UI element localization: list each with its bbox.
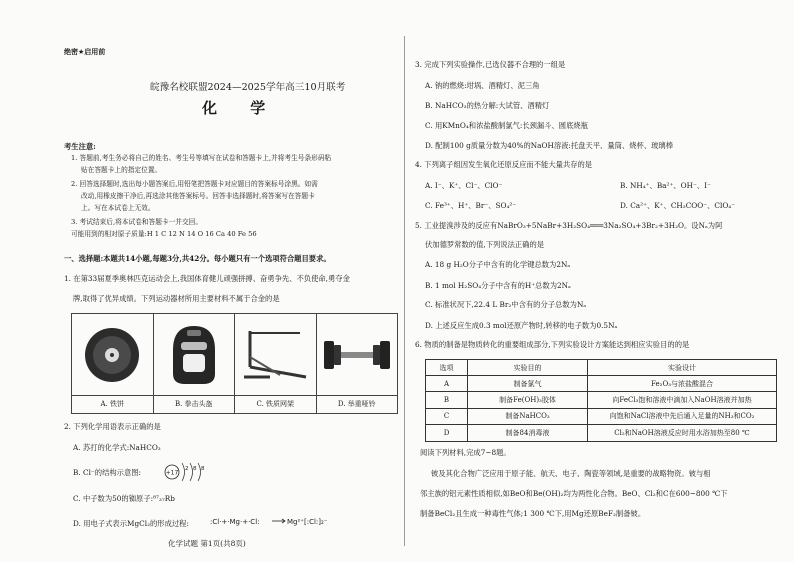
q1-stem: 1. 在第33届夏季奥林匹克运动会上,我国体育健儿顽强拼搏、奋勇争先、不负使命,勇夺金 — [64, 274, 350, 283]
notice-line: 上。写在本试卷上无效。 — [81, 204, 155, 212]
q3-option-a: A. 钠的燃烧:坩埚、酒精灯、泥三角 — [425, 81, 540, 90]
q6-stem: 6. 物质的制备是物质转化的重要组成部分,下列实验设计方案能达到相应实验目的的是 — [415, 340, 690, 349]
table-cell: D — [426, 425, 468, 441]
table-header: 实验设计 — [588, 360, 777, 376]
section-heading: 一、选择题:本题共14小题,每题3分,共42分。每小题只有一个选项符合题目要求。 — [64, 254, 331, 263]
q2-option-a: A. 苏打的化学式:NaHCO₃ — [73, 443, 161, 452]
table-cell: 制备氯气 — [468, 376, 588, 392]
svg-text:8: 8 — [201, 466, 205, 472]
q5-option-b: B. 1 mol H₂SO₄分子中含有的H⁺总数为2Nₐ — [425, 281, 571, 290]
table-header: 实验目的 — [468, 360, 588, 376]
q6-table — [425, 359, 777, 442]
q4-option-a: A. I⁻、K⁺、Cl⁻、ClO⁻ — [425, 181, 503, 190]
q4-option-d: D. Ca²⁺、K⁺、CH₃COO⁻、ClO₄⁻ — [620, 201, 736, 210]
exam-title: 皖豫名校联盟2024—2025学年高三10月联考 — [150, 82, 346, 93]
reading-line: 邻主族的铝元素性质相似,如BeO和Be(OH)₂均为两性化合物。BeO、Cl₂和C在600~800 ℃下 — [420, 489, 728, 498]
q3-stem: 3. 完成下列实验操作,已选仪器不合理的一组是 — [415, 60, 566, 69]
notice-line: 贴在答题卡上的指定位置。 — [81, 166, 162, 174]
dumbbell-image — [317, 320, 398, 390]
reading-line: 铍及其化合物广泛应用于原子能、航天、电子、陶瓷等领域,是重要的战略物资。铍与相 — [431, 469, 711, 478]
option-a-caption: A. 铁饼 — [72, 395, 153, 413]
svg-text::Cl·+·Mg·+·Cl:: :Cl·+·Mg·+·Cl: — [210, 518, 260, 526]
secret-label: 绝密★启用前 — [64, 48, 106, 56]
option-d-photo — [317, 314, 398, 413]
reading-line: 制备BeCl₂且生成一种毒性气体;1 300 ℃下,用Mg还原BeF₂制备铍。 — [420, 509, 646, 518]
net-frame-image — [235, 320, 316, 390]
q2-stem: 2. 下列化学用语表示正确的是 — [64, 422, 161, 431]
table-cell: 向饱和NaCl溶液中先后通入足量的NH₃和CO₂ — [588, 408, 777, 424]
q5-stem: 5. 工业提溴涉及的反应有NaBrO₃+5NaBr+3H₂SO₄═══3Na₂SO₄+3Br₂+3H₂O。设Nₐ为阿 — [415, 221, 723, 230]
q4-stem: 4. 下列离子组因发生氧化还原反应而不能大量共存的是 — [415, 160, 593, 169]
svg-text:+17: +17 — [165, 469, 179, 477]
svg-text:Mg²⁺[:Cl:]₂⁻: Mg²⁺[:Cl:]₂⁻ — [287, 518, 328, 526]
q5-option-d: D. 上述反应生成0.3 mol还原产物时,转移的电子数为0.5Nₐ — [425, 321, 618, 330]
option-b-caption: B. 拳击头盔 — [154, 395, 235, 413]
right-column — [405, 0, 794, 562]
table-cell: A — [426, 376, 468, 392]
table-row — [426, 425, 777, 441]
cl-ion-structure-diagram — [162, 459, 210, 485]
page-footer: 化学试题 第1页(共8页) — [168, 539, 246, 548]
table-cell: 制备84消毒液 — [468, 425, 588, 441]
table-row — [426, 392, 777, 408]
reading-intro: 阅读下列材料,完成7~8题。 — [420, 448, 511, 457]
table-row — [426, 408, 777, 424]
q5-stem: 伏加德罗常数的值,下列说法正确的是 — [425, 240, 545, 249]
svg-text:2: 2 — [185, 466, 189, 472]
q3-option-d: D. 配制100 g质量分数为40%的NaOH溶液:托盘天平、量筒、烧杯、玻璃棒 — [425, 141, 674, 150]
discus-image — [72, 320, 153, 390]
notice-line: 2. 回答选择题时,选出每小题答案后,用铅笔把答题卡对应题目的答案标号涂黑。如需 — [71, 180, 318, 188]
notice-line: 3. 考试结束后,将本试卷和答题卡一并交回。 — [71, 218, 203, 226]
table-cell: C — [426, 408, 468, 424]
q2-option-d: D. 用电子式表示MgCl₂的形成过程: — [73, 519, 189, 528]
atomic-mass-line: 可能用到的相对原子质量:H 1 C 12 N 14 O 16 Ca 40 Fe 56 — [71, 230, 257, 238]
option-c-caption: C. 铁质网架 — [235, 395, 316, 413]
q3-option-b: B. NaHCO₃的热分解:大试管、酒精灯 — [425, 101, 550, 110]
mgcl2-electron-formula — [210, 512, 328, 530]
table-cell: 制备NaHCO₃ — [468, 408, 588, 424]
q4-option-c: C. Fe³⁺、H⁺、Br⁻、SO₄²⁻ — [425, 201, 517, 210]
table-cell: B — [426, 392, 468, 408]
table-cell: Fe₂O₃与浓盐酸混合 — [588, 376, 777, 392]
table-row — [426, 376, 777, 392]
option-b-photo — [154, 314, 236, 413]
table-cell: 向FeCl₃饱和溶液中滴加入NaOH溶液并加热 — [588, 392, 777, 408]
table-cell: Cl₂和NaOH溶液反应时用水浴加热至80 ℃ — [588, 425, 777, 441]
table-cell: 制备Fe(OH)₃胶体 — [468, 392, 588, 408]
svg-text:8: 8 — [193, 466, 197, 472]
option-c-photo — [235, 314, 317, 413]
option-a-photo — [72, 314, 154, 413]
boxing-helmet-image — [154, 320, 235, 390]
option-d-caption: D. 举重哑铃 — [317, 395, 398, 413]
q5-option-c: C. 标准状况下,22.4 L Br₂中含有的分子总数为Nₐ — [425, 300, 587, 309]
q1-image-panel — [71, 313, 398, 414]
notice-line: 改动,用橡皮擦干净后,再选涂其他答案标号。回答非选择题时,将答案写在答题卡 — [81, 192, 315, 200]
q5-option-a: A. 18 g H₂O分子中含有的化学键总数为2Nₐ — [425, 260, 571, 269]
table-header-row — [426, 360, 777, 376]
q3-option-c: C. 用KMnO₄和浓盐酸制氯气:长颈漏斗、圆底烧瓶 — [425, 121, 588, 130]
notice-line: 1. 答题前,考生务必将自己的姓名、考生号等填写在试卷和答题卡上,并将考生号条形码粘 — [71, 154, 332, 162]
q2-option-c: C. 中子数为50的铷原子:⁸⁷₃₇Rb — [73, 494, 175, 503]
q4-option-b: B. NH₄⁺、Ba²⁺、OH⁻、I⁻ — [620, 181, 711, 190]
table-header: 选项 — [426, 360, 468, 376]
q2-option-b: B. Cl⁻的结构示意图: — [73, 468, 142, 477]
q1-stem: 牌,取得了优异成绩。下列运动器材所用主要材料不属于合金的是 — [73, 294, 280, 303]
notice-heading: 考生注意: — [64, 142, 96, 151]
subject-title: 化 学 — [202, 99, 280, 117]
